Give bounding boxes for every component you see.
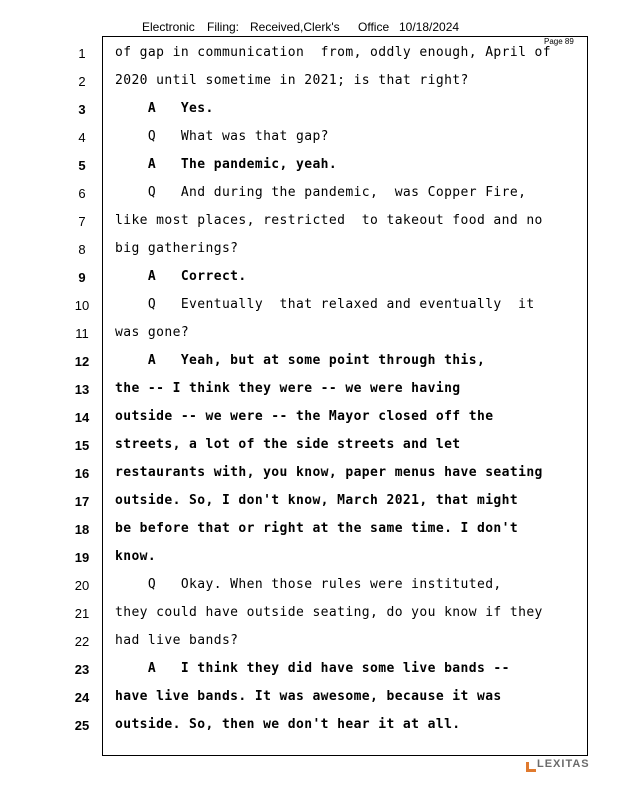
- transcript-line: [0, 656, 618, 684]
- line-number: 7: [78, 214, 86, 229]
- line-number: 1: [78, 46, 86, 61]
- transcript-line: [0, 68, 618, 96]
- transcript-line: [0, 320, 618, 348]
- line-text: outside. So, then we don't hear it at all.: [115, 717, 461, 732]
- transcript-line: [0, 236, 618, 264]
- line-text: Q What was that gap?: [115, 129, 329, 144]
- line-text: outside -- we were -- the Mayor closed off the: [115, 409, 494, 424]
- line-text: Q And during the pandemic, was Copper Fire,: [115, 185, 527, 200]
- line-text: A The pandemic, yeah.: [115, 157, 338, 172]
- transcript-line: [0, 516, 618, 544]
- transcript-line: [0, 348, 618, 376]
- header-office: Office: [358, 20, 390, 34]
- line-number: 25: [74, 718, 90, 733]
- transcript-line: [0, 544, 618, 572]
- line-number: 8: [78, 242, 86, 257]
- line-text: A I think they did have some live bands --: [115, 661, 510, 676]
- line-number: 11: [75, 326, 89, 341]
- line-text: streets, a lot of the side streets and let: [115, 437, 461, 452]
- header-date: 10/18/2024: [399, 20, 460, 34]
- line-number: 23: [74, 662, 90, 677]
- line-number: 22: [74, 634, 90, 649]
- lexitas-logo: [524, 757, 594, 777]
- line-number: 18: [74, 522, 90, 537]
- transcript-line: [0, 208, 618, 236]
- transcript-line: [0, 684, 618, 712]
- filing-header: [0, 20, 618, 36]
- transcript-line: [0, 96, 618, 124]
- transcript-line: [0, 180, 618, 208]
- line-text: A Yeah, but at some point through this,: [115, 353, 486, 368]
- header-received: Received,Clerk's: [250, 20, 340, 34]
- transcript-line: [0, 264, 618, 292]
- line-number: 17: [74, 494, 90, 509]
- line-text: know.: [115, 549, 157, 564]
- line-text: the -- I think they were -- we were having: [115, 381, 461, 396]
- line-number: 4: [78, 130, 86, 145]
- line-number: 5: [78, 158, 86, 173]
- line-number: 13: [74, 382, 90, 397]
- transcript-line: [0, 40, 618, 68]
- line-number: 14: [74, 410, 90, 425]
- line-number: 2: [78, 74, 86, 89]
- line-text: Q Eventually that relaxed and eventually it: [115, 297, 535, 312]
- line-text: Q Okay. When those rules were instituted,: [115, 577, 502, 592]
- lexitas-logo-icon: [524, 760, 538, 774]
- lexitas-logo-text: LEXITAS: [537, 758, 590, 770]
- transcript-line: [0, 600, 618, 628]
- line-text: A Yes.: [115, 101, 214, 116]
- line-number: 6: [78, 186, 86, 201]
- transcript-line: [0, 488, 618, 516]
- line-text: outside. So, I don't know, March 2021, that might: [115, 493, 519, 508]
- transcript-line: [0, 628, 618, 656]
- line-number: 12: [74, 354, 90, 369]
- line-number: 15: [74, 438, 90, 453]
- transcript-line: [0, 152, 618, 180]
- line-text: restaurants with, you know, paper menus have seating: [115, 465, 543, 480]
- line-text: big gatherings?: [115, 241, 239, 256]
- transcript-line: [0, 124, 618, 152]
- transcript-line: [0, 404, 618, 432]
- transcript-line: [0, 712, 618, 740]
- line-text: like most places, restricted to takeout food and no: [115, 213, 543, 228]
- line-text: have live bands. It was awesome, because it was: [115, 689, 502, 704]
- page-number: Page 89: [544, 37, 574, 46]
- line-text: had live bands?: [115, 633, 239, 648]
- transcript-line: [0, 292, 618, 320]
- line-number: 3: [78, 102, 86, 117]
- transcript-line: [0, 376, 618, 404]
- line-text: they could have outside seating, do you know if they: [115, 605, 543, 620]
- line-text: of gap in communication from, oddly enough, April of: [115, 45, 552, 60]
- transcript-line: [0, 572, 618, 600]
- line-number: 21: [74, 606, 90, 621]
- transcript-line: [0, 460, 618, 488]
- line-number: 20: [74, 578, 90, 593]
- line-number: 9: [78, 270, 86, 285]
- line-text: A Correct.: [115, 269, 247, 284]
- header-electronic: Electronic: [142, 20, 195, 34]
- transcript-line: [0, 432, 618, 460]
- line-number: 16: [74, 466, 90, 481]
- line-text: be before that or right at the same time. I don't: [115, 521, 519, 536]
- line-number: 24: [74, 690, 90, 705]
- header-filing: Filing:: [207, 20, 240, 34]
- line-text: 2020 until sometime in 2021; is that right?: [115, 73, 469, 88]
- line-number: 19: [74, 550, 90, 565]
- line-number: 10: [74, 298, 90, 313]
- line-text: was gone?: [115, 325, 190, 340]
